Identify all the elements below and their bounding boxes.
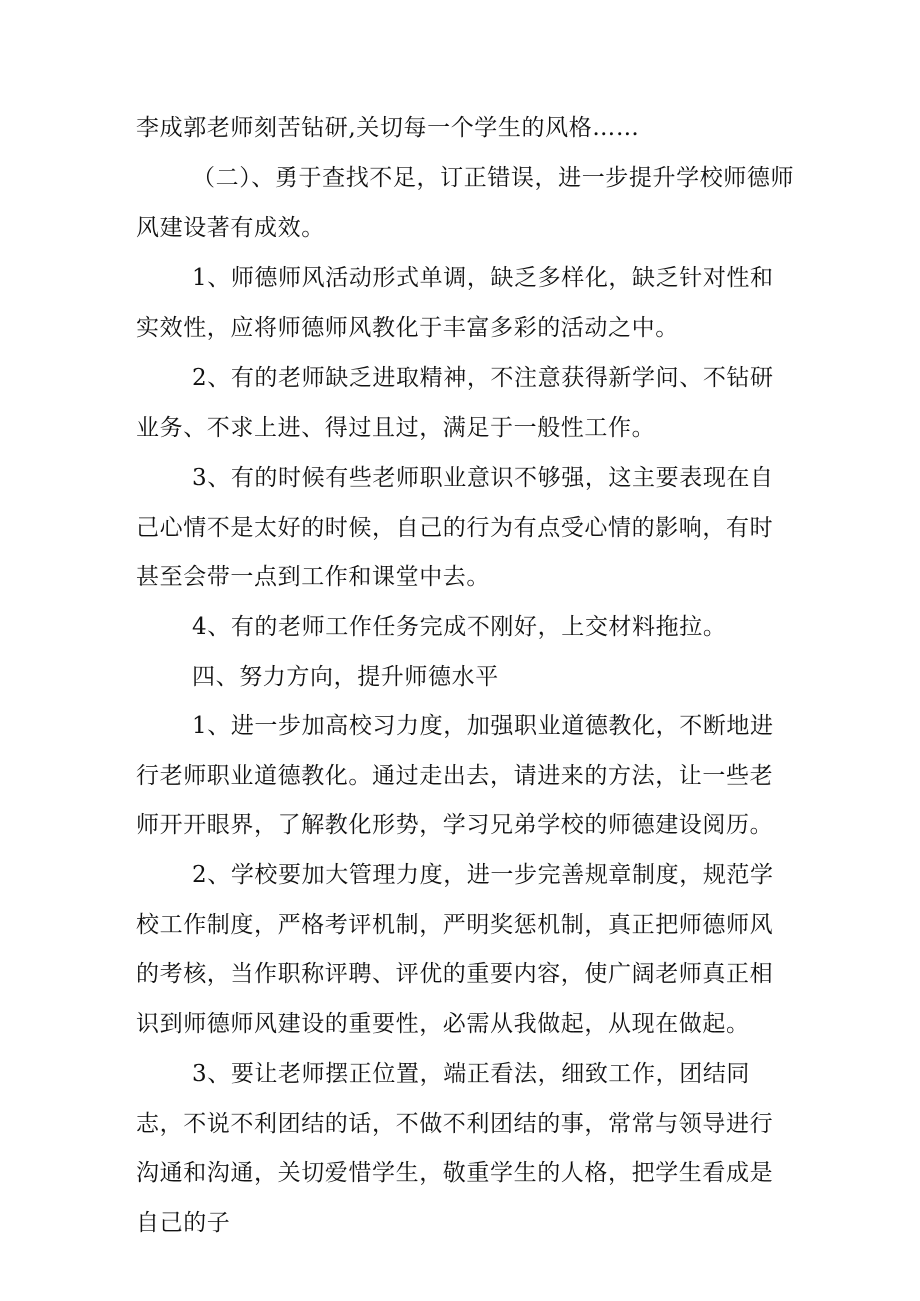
paragraph-item-3: 3、有的时候有些老师职业意识不够强，这主要表现在自己心情不是太好的时候，自己的行为有点受心情的影响，有时甚至会带一点到工作和课堂中去。: [136, 465, 774, 590]
paragraph-item-2: 2、有的老师缺乏进取精神，不注意获得新学问、不钻研业务、不求上进、得过且过，满足于一般性工作。: [136, 365, 774, 441]
paragraph-item-4: 4、有的老师工作任务完成不刚好，上交材料拖拉。: [192, 614, 727, 640]
paragraph-direction-3: 3、要让老师摆正位置，端正看法，细致工作，团结同志，不说不利团结的话，不做不利团结的事，常常与领导进行沟通和沟通，关切爱惜学生，敬重学生的人格，把学生看成是自己的子: [136, 1061, 774, 1236]
paragraph-item-1: 1、师德师风活动形式单调，缺乏多样化，缺乏针对性和实效性，应将师德师风教化于丰富多彩的活动之中。: [136, 265, 774, 341]
paragraph-section-2-heading: （二）、勇于查找不足，订正错误，进一步提升学校师德师风建设著有成效。: [136, 165, 795, 241]
paragraph-section-4-heading: 四、努力方向，提升师德水平: [192, 664, 499, 690]
paragraph-direction-1: 1、进一步加高校习力度，加强职业道德教化，不断地进行老师职业道德教化。通过走出去，请进来的方法，让一些老师开开眼界，了解教化形势，学习兄弟学校的师德建设阅历。: [136, 713, 774, 838]
paragraph-direction-2: 2、学校要加大管理力度，进一步完善规章制度，规范学校工作制度，严格考评机制，严明奖惩机制，真正把师德师风的考核，当作职称评聘、评优的重要内容，使广阔老师真正相识到师德师风建设的重要性，必需从我做起，从现在做起。: [136, 862, 774, 1037]
paragraph-continuation: 李成郭老师刻苦钻研,关切每一个学生的风格……: [136, 115, 640, 141]
